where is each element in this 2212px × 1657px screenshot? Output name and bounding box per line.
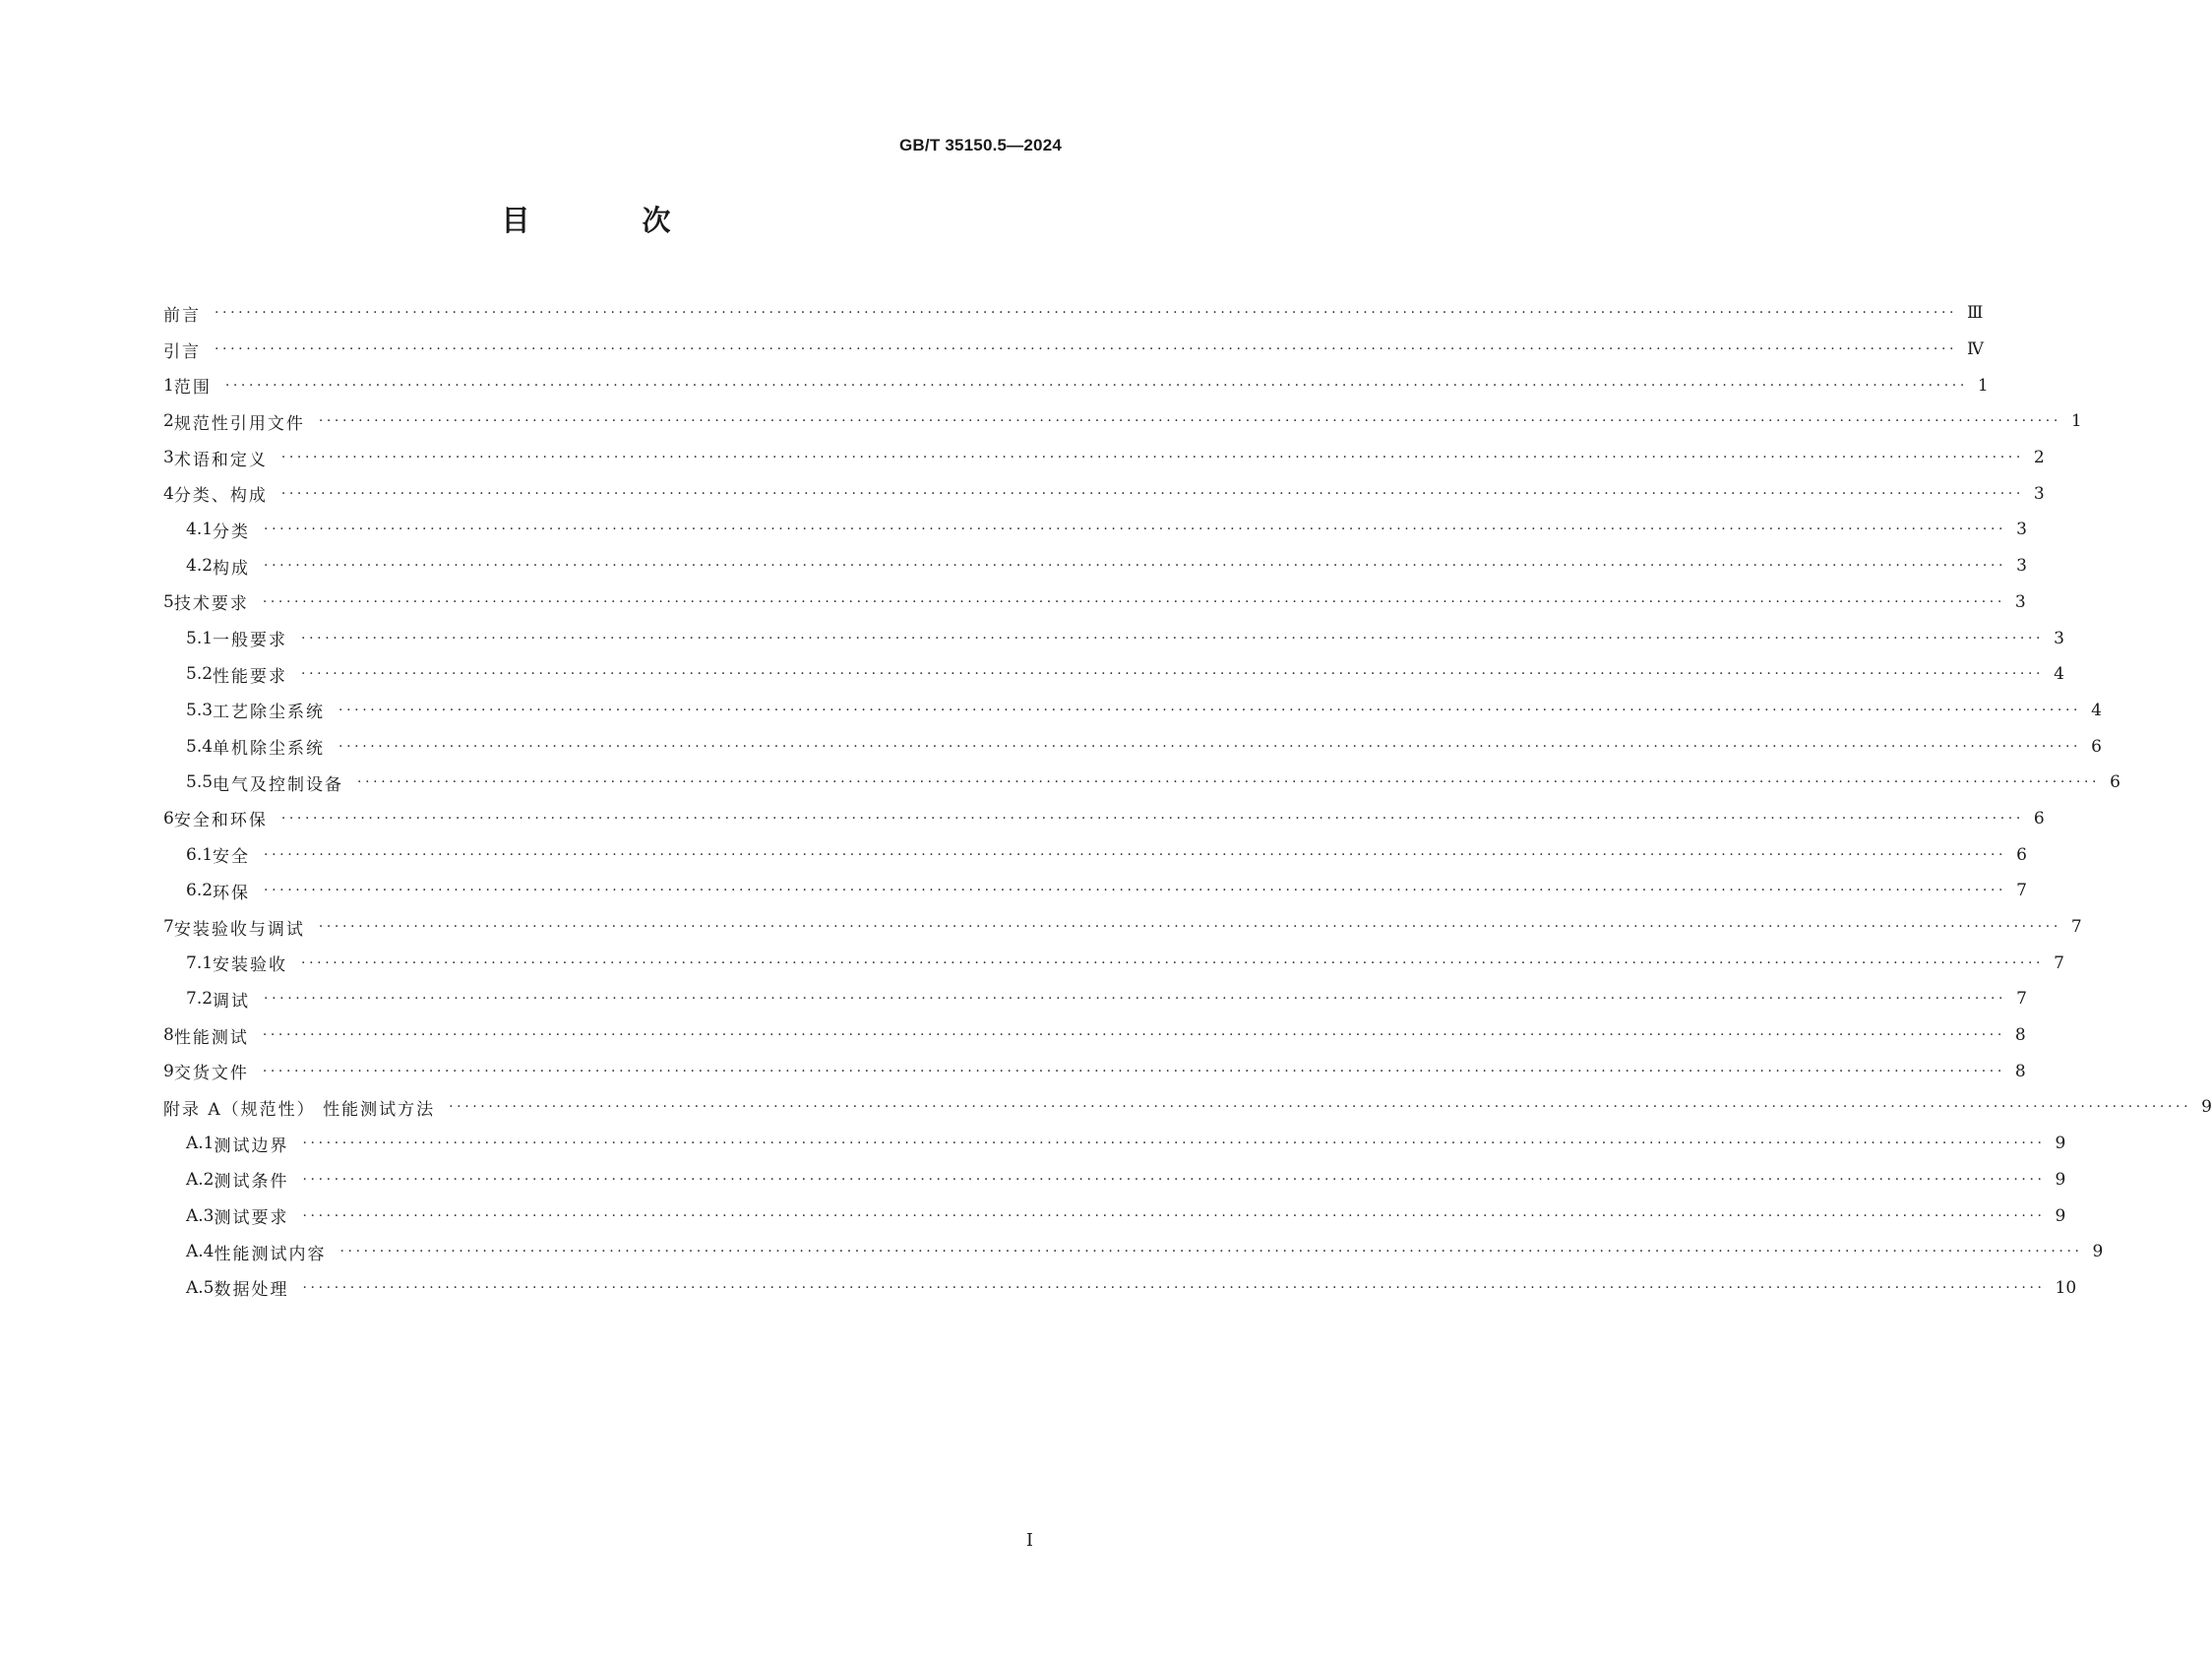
toc-dot-leader: ····························································································································································································································	[280, 810, 2024, 827]
toc-entry-page: 7	[2070, 917, 2082, 938]
toc-dot-leader: ····························································································································································································································	[301, 666, 2045, 683]
toc-entry-page: 4	[2091, 700, 2102, 720]
toc-entry-page: 7	[2016, 989, 2027, 1010]
toc-entry-number: 9	[163, 1061, 174, 1081]
toc-entry[interactable]	[163, 403, 2082, 440]
toc-entry-page: 1	[2070, 411, 2082, 432]
toc-entry[interactable]	[163, 1270, 2077, 1307]
toc-entry-number: 4.1	[186, 520, 214, 540]
toc-dot-leader: ····························································································································································································································	[318, 919, 2061, 936]
toc-entry[interactable]	[163, 873, 2027, 909]
toc-dot-leader: ····························································································································································································································	[339, 1244, 2083, 1260]
toc-entry-number: A.2	[186, 1169, 215, 1190]
toc-entry-page: 8	[2014, 1025, 2026, 1046]
toc-entry-number: 5.1	[186, 628, 214, 648]
toc-entry-page: 9	[2092, 1242, 2104, 1262]
toc-entry-title: 引言	[163, 341, 201, 362]
toc-entry-page: 4	[2054, 664, 2064, 685]
toc-entry[interactable]	[163, 981, 2027, 1017]
toc-entry-number: 5.4	[186, 736, 214, 757]
toc-entry-number: 7.2	[186, 989, 214, 1010]
toc-dot-leader: ····························································································································································································································	[302, 1171, 2046, 1188]
toc-entry-title: 前言	[163, 305, 201, 326]
toc-entry[interactable]	[163, 836, 2027, 873]
toc-entry-page: 7	[2016, 881, 2027, 901]
toc-entry-number: 7.1	[186, 952, 214, 973]
toc-entry-page: 3	[2014, 591, 2026, 612]
toc-dot-leader: ····························································································································································································································	[264, 558, 2007, 575]
toc-dot-leader: ····························································································································································································································	[264, 883, 2007, 899]
toc-entry-page: 9	[2055, 1205, 2066, 1226]
toc-entry-title: 分类、构成	[173, 486, 268, 507]
toc-dot-leader: ····························································································································································································································	[338, 738, 2082, 755]
toc-entry-page: 1	[1977, 375, 1989, 396]
page-title: 目 次	[501, 204, 722, 237]
toc-entry-title: 分类	[213, 522, 251, 542]
toc-entry-number: 5	[163, 591, 174, 612]
toc-entry-page: 7	[2054, 952, 2064, 973]
toc-entry[interactable]	[163, 1234, 2104, 1270]
toc-dot-leader: ····························································································································································································································	[280, 450, 2024, 466]
toc-entry-title: 范围	[173, 378, 212, 399]
toc-entry-title: 交货文件	[173, 1064, 249, 1084]
toc-entry-page: Ⅳ	[1967, 339, 1985, 360]
toc-dot-leader: ····························································································································································································································	[449, 1099, 2192, 1116]
table-of-contents	[163, 295, 2212, 1306]
toc-entry-title: 性能要求	[213, 666, 288, 687]
toc-entry-title: 性能测试	[173, 1027, 249, 1048]
toc-entry-number: 3	[163, 448, 174, 468]
toc-entry-page: 3	[2016, 556, 2027, 577]
toc-entry-title: 工艺除尘系统	[213, 703, 326, 723]
toc-dot-leader: ····························································································································································································································	[302, 1207, 2046, 1224]
toc-entry[interactable]	[163, 801, 2045, 837]
toc-dot-leader: ····························································································································································································································	[302, 1279, 2046, 1296]
toc-entry-title: 安全	[213, 847, 251, 868]
toc-dot-leader: ····························································································································································································································	[264, 522, 2007, 538]
toc-entry-number: 5.3	[186, 700, 214, 720]
toc-dot-leader: ····························································································································································································································	[280, 485, 2024, 502]
toc-entry-title: 性能测试内容	[214, 1244, 327, 1264]
toc-dot-leader: ····························································································································································································································	[264, 991, 2007, 1008]
toc-dot-leader: ····························································································································································································································	[301, 954, 2045, 971]
toc-entry-number: 7	[163, 917, 174, 938]
toc-entry-title: 技术要求	[173, 594, 249, 615]
toc-entry-title: 附录 A（规范性） 性能测试方法	[163, 1099, 436, 1120]
toc-entry-page: 3	[2054, 628, 2064, 648]
standard-code: GB/T 35150.5—2024	[899, 136, 1062, 154]
toc-dot-leader: ····························································································································································································································	[224, 377, 1968, 394]
toc-entry-page: 9	[2201, 1097, 2212, 1118]
toc-dot-leader: ····························································································································································································································	[357, 774, 2101, 791]
toc-entry[interactable]	[163, 332, 1985, 368]
toc-dot-leader: ····························································································································································································································	[264, 846, 2007, 863]
toc-dot-leader: ····························································································································································································································	[301, 630, 2045, 646]
toc-dot-leader: ····························································································································································································································	[262, 1063, 2005, 1079]
toc-dot-leader: ····························································································································································································································	[338, 702, 2082, 718]
toc-entry-number: 2	[163, 411, 174, 432]
toc-entry-title: 术语和定义	[173, 450, 268, 470]
toc-entry-page: 6	[2016, 844, 2027, 865]
toc-entry-number: A.5	[186, 1277, 215, 1298]
toc-entry-number: 8	[163, 1025, 174, 1046]
toc-entry-title: 测试要求	[214, 1208, 289, 1229]
toc-entry[interactable]	[163, 728, 2102, 765]
toc-entry-page: 6	[2033, 808, 2045, 828]
toc-entry[interactable]	[163, 909, 2082, 946]
toc-entry-page: 3	[2016, 520, 2027, 540]
toc-entry[interactable]	[163, 656, 2064, 693]
toc-entry-number: 6.1	[186, 844, 214, 865]
toc-dot-leader: ····························································································································································································································	[302, 1135, 2046, 1152]
toc-entry[interactable]	[163, 367, 1989, 403]
toc-entry-page: 6	[2110, 772, 2120, 793]
toc-entry-number: A.3	[186, 1205, 215, 1226]
toc-entry-title: 安装验收	[213, 955, 288, 976]
toc-dot-leader: ····························································································································································································································	[215, 305, 1958, 322]
toc-entry[interactable]	[163, 512, 2027, 548]
toc-entry-title: 规范性引用文件	[173, 413, 305, 434]
toc-entry-title: 安装验收与调试	[173, 919, 305, 940]
toc-entry[interactable]	[163, 620, 2064, 656]
toc-dot-leader: ····························································································································································································································	[262, 593, 2005, 610]
toc-entry[interactable]	[163, 1126, 2066, 1162]
toc-entry-title: 一般要求	[213, 631, 288, 651]
toc-entry[interactable]	[163, 1017, 2026, 1054]
toc-entry-page: 9	[2055, 1134, 2066, 1154]
toc-entry-number: 4	[163, 483, 174, 504]
toc-entry[interactable]	[163, 1197, 2066, 1234]
toc-entry[interactable]	[163, 475, 2045, 512]
toc-dot-leader: ····························································································································································································································	[262, 1027, 2005, 1044]
toc-entry-number: 1	[163, 375, 174, 396]
toc-entry-title: 安全和环保	[173, 811, 268, 831]
toc-entry[interactable]	[163, 584, 2026, 621]
toc-entry-page: 10	[2055, 1277, 2077, 1298]
toc-entry-page: 3	[2033, 483, 2045, 504]
toc-entry-number: A.4	[186, 1242, 215, 1262]
toc-entry-page: 8	[2014, 1061, 2026, 1081]
toc-entry-title: 测试边界	[214, 1135, 289, 1156]
toc-entry-number: 4.2	[186, 556, 214, 577]
toc-entry-title: 环保	[213, 883, 251, 903]
toc-entry-page: 9	[2055, 1169, 2066, 1190]
toc-entry[interactable]	[163, 1162, 2066, 1198]
toc-entry-title: 单机除尘系统	[213, 739, 326, 760]
toc-entry-page: 6	[2091, 736, 2102, 757]
toc-entry-number: A.1	[186, 1134, 215, 1154]
toc-entry-page: 2	[2033, 448, 2045, 468]
toc-dot-leader: ····························································································································································································································	[215, 341, 1958, 358]
page-number: I	[1025, 1530, 1033, 1551]
toc-entry-number: 6	[163, 808, 174, 828]
toc-entry-title: 构成	[213, 558, 251, 579]
toc-entry[interactable]	[163, 1053, 2026, 1089]
toc-entry-title: 电气及控制设备	[213, 774, 344, 795]
toc-entry-number: 5.5	[186, 772, 214, 793]
toc-entry[interactable]	[163, 440, 2045, 476]
toc-entry-title: 数据处理	[214, 1280, 289, 1301]
toc-entry-number: 6.2	[186, 881, 214, 901]
toc-dot-leader: ····························································································································································································································	[318, 413, 2061, 430]
toc-entry[interactable]	[163, 765, 2120, 801]
toc-entry[interactable]	[163, 693, 2102, 729]
toc-entry[interactable]	[163, 1089, 2212, 1126]
toc-entry[interactable]	[163, 945, 2064, 981]
toc-entry-title: 调试	[213, 991, 251, 1012]
toc-entry[interactable]	[163, 548, 2027, 584]
toc-entry-page: Ⅲ	[1967, 303, 1984, 324]
toc-entry-number: 5.2	[186, 664, 214, 685]
toc-entry[interactable]	[163, 295, 1984, 332]
toc-entry-title: 测试条件	[214, 1172, 289, 1193]
